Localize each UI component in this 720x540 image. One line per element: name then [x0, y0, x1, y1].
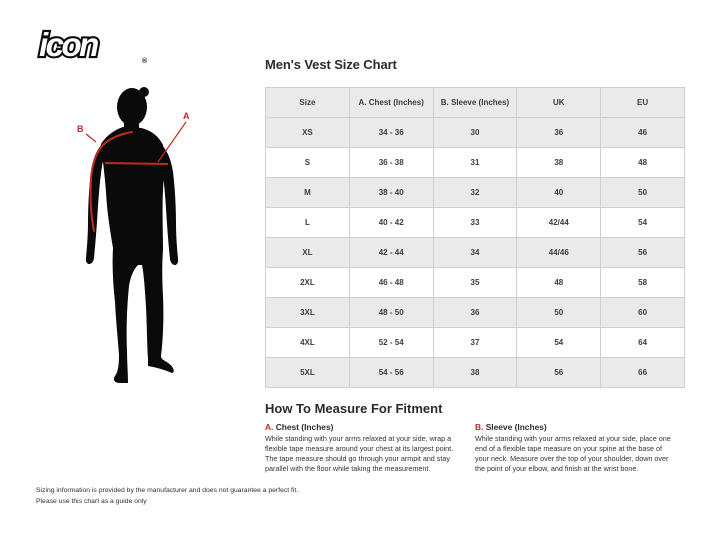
table-cell: 38: [517, 148, 601, 178]
sleeve-measure-heading: [475, 422, 675, 432]
table-cell: 44/46: [517, 238, 601, 268]
table-cell: 36 - 38: [349, 148, 433, 178]
table-cell: 50: [601, 178, 685, 208]
chest-measure-heading-text: Chest (Inches): [275, 422, 334, 432]
table-cell: 52 - 54: [349, 328, 433, 358]
chest-measure-line: [105, 163, 168, 164]
registered-trademark-icon: ®: [142, 58, 148, 65]
sleeve-measure-body: While standing with your arms relaxed at your side, place one end of a flexible tape measure on your spine at the base of your neck. Measure over the top of your shoulder, down over the point of your elbow, and finish at the wrist bone.: [475, 434, 671, 474]
table-cell: 5XL: [266, 358, 350, 388]
size-table-header-row: [266, 88, 685, 118]
male-silhouette-figure: [58, 78, 242, 400]
sleeve-measure-letter: B.: [475, 422, 484, 432]
table-cell: 36: [433, 298, 517, 328]
table-cell: 42 - 44: [349, 238, 433, 268]
table-cell: 54 - 56: [349, 358, 433, 388]
column-header: A. Chest (Inches): [349, 88, 433, 118]
disclaimer-line-1: Sizing information is provided by the manufacturer and does not guarantee a perfect fit.: [36, 487, 299, 494]
table-row: [266, 118, 685, 148]
table-cell: 38 - 40: [349, 178, 433, 208]
disclaimer-note: [36, 486, 298, 508]
icon-brand-logo: [36, 24, 156, 68]
sleeve-measure-heading-text: Sleeve (Inches): [485, 422, 547, 432]
table-row: [266, 238, 685, 268]
column-header: Size: [266, 88, 350, 118]
disclaimer-line-2: Please use this chart as a guide only: [36, 497, 147, 505]
table-cell: 50: [517, 298, 601, 328]
table-cell: 58: [601, 268, 685, 298]
table-cell: 48: [601, 148, 685, 178]
table-cell: XL: [266, 238, 350, 268]
silhouette-hair-tuft: [139, 87, 149, 97]
chest-measure-letter: A.: [265, 422, 274, 432]
table-row: [266, 148, 685, 178]
table-cell: 64: [601, 328, 685, 358]
table-cell: S: [266, 148, 350, 178]
table-cell: 56: [601, 238, 685, 268]
table-cell: 37: [433, 328, 517, 358]
table-cell: 38: [433, 358, 517, 388]
table-row: [266, 178, 685, 208]
table-cell: 42/44: [517, 208, 601, 238]
table-row: [266, 208, 685, 238]
column-header: B. Sleeve (Inches): [433, 88, 517, 118]
table-row: [266, 268, 685, 298]
chest-measure-instructions: [265, 422, 465, 474]
measure-instructions: [265, 422, 685, 474]
size-chart-panel: [265, 57, 685, 474]
measure-label-a: A: [183, 111, 190, 121]
table-cell: 34: [433, 238, 517, 268]
table-row: [266, 298, 685, 328]
table-cell: 40 - 42: [349, 208, 433, 238]
table-cell: 60: [601, 298, 685, 328]
column-header: EU: [601, 88, 685, 118]
table-cell: 54: [601, 208, 685, 238]
table-cell: 35: [433, 268, 517, 298]
how-to-measure-title: How To Measure For Fitment: [265, 401, 443, 416]
table-cell: 36: [517, 118, 601, 148]
chest-measure-heading: [265, 422, 465, 432]
table-cell: 54: [517, 328, 601, 358]
table-cell: 48 - 50: [349, 298, 433, 328]
table-cell: 66: [601, 358, 685, 388]
table-row: [266, 328, 685, 358]
logo-text: icon: [39, 26, 97, 63]
table-cell: M: [266, 178, 350, 208]
table-cell: 48: [517, 268, 601, 298]
size-table-head: [266, 88, 685, 118]
table-cell: 46: [601, 118, 685, 148]
sleeve-measure-instructions: [475, 422, 675, 474]
measure-label-b: B: [77, 124, 84, 134]
table-row: [266, 358, 685, 388]
table-cell: 56: [517, 358, 601, 388]
table-cell: 40: [517, 178, 601, 208]
label-a-pointer-line: [158, 122, 186, 162]
table-cell: 2XL: [266, 268, 350, 298]
table-cell: L: [266, 208, 350, 238]
table-cell: XS: [266, 118, 350, 148]
label-b-pointer-line: [86, 134, 96, 142]
table-cell: 31: [433, 148, 517, 178]
column-header: UK: [517, 88, 601, 118]
page-title: Men's Vest Size Chart: [265, 57, 397, 72]
size-table-body: [266, 118, 685, 388]
size-table: [265, 87, 685, 388]
table-cell: 30: [433, 118, 517, 148]
table-cell: 3XL: [266, 298, 350, 328]
table-cell: 32: [433, 178, 517, 208]
table-cell: 34 - 36: [349, 118, 433, 148]
table-cell: 33: [433, 208, 517, 238]
chest-measure-body: While standing with your arms relaxed at your side, wrap a flexible tape measure around your chest at its largest point. The tape measure should go through your armpit and stay parallel with the floor while taking the measurement.: [265, 434, 454, 474]
table-cell: 46 - 48: [349, 268, 433, 298]
table-cell: 4XL: [266, 328, 350, 358]
